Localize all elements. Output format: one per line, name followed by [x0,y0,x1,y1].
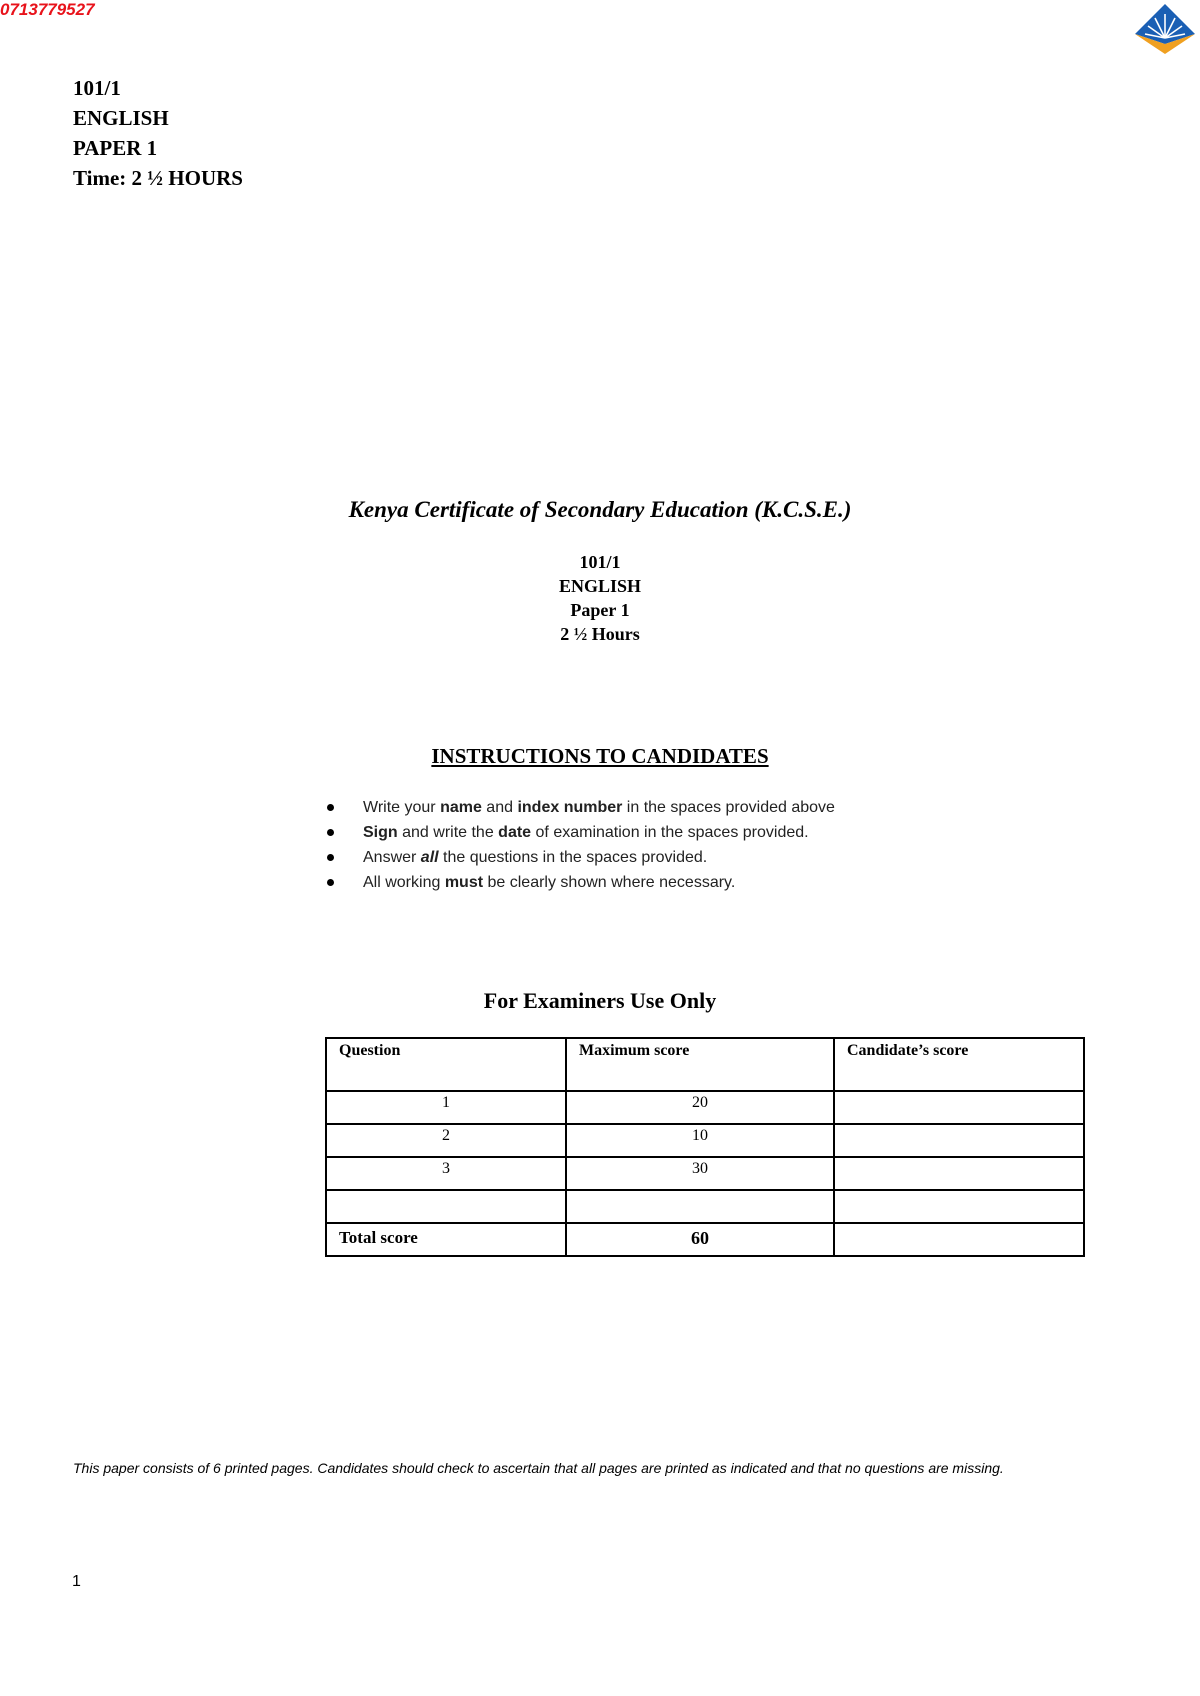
instruction-text: be clearly shown where necessary. [483,874,736,891]
paper-subject: ENGLISH [73,106,169,130]
question-cell: 1 [326,1091,566,1124]
instruction-bold: Sign [363,824,398,841]
examiners-title: For Examiners Use Only [483,988,717,1013]
table-total-row [326,1223,1084,1256]
table-row [326,1091,1084,1124]
instruction-item [323,845,835,870]
paper-time: Time: 2 ½ HOURS [73,166,243,190]
instruction-text: Answer [363,849,421,866]
instruction-text: Write your [363,799,441,816]
instruction-text: of examination in the spaces provided. [531,824,809,841]
instructions-list [323,795,835,895]
sub-subject: ENGLISH [558,576,642,596]
table-header-row [326,1038,1084,1091]
table-row [326,1190,1084,1223]
publisher-logo-icon [1133,4,1197,54]
instruction-bold: date [498,824,532,841]
candidate-score-cell[interactable] [834,1190,1084,1223]
bullet-icon [327,804,334,811]
total-max-score: 60 [566,1223,834,1256]
instruction-text: and write the [397,824,499,841]
instruction-text: in the spaces provided above [622,799,835,816]
exam-sub-block [0,550,1200,646]
sub-duration: 2 ½ Hours [560,624,640,644]
total-label: Total score [326,1223,566,1256]
max-score-cell: 30 [566,1157,834,1190]
table-row [326,1124,1084,1157]
page-number: 1 [72,1573,81,1590]
paper-number: PAPER 1 [73,136,158,160]
watermark-phone: 0713779527 [0,0,95,19]
total-candidate-score[interactable] [834,1223,1084,1256]
candidate-score-cell[interactable] [834,1157,1084,1190]
bullet-icon [327,854,334,861]
instruction-text: All working [363,874,445,891]
question-cell [326,1190,566,1223]
header-max-score: Maximum score [566,1038,834,1091]
footer-note: This paper consists of 6 printed pages. Candidates should check to ascertain that all pages are printed as indicated and that no questions are missing. [73,1460,1004,1476]
question-cell: 2 [326,1124,566,1157]
max-score-cell: 20 [566,1091,834,1124]
instruction-text: and [481,799,518,816]
instructions-heading: INSTRUCTIONS TO CANDIDATES [431,744,769,768]
header-candidate-score: Candidate’s score [834,1038,1084,1091]
question-cell: 3 [326,1157,566,1190]
bullet-icon [327,879,334,886]
max-score-cell: 10 [566,1124,834,1157]
instruction-bold: name [440,799,482,816]
examiners-score-table [325,1037,1085,1257]
instruction-item [323,870,835,895]
sub-code: 101/1 [579,552,621,572]
max-score-cell [566,1190,834,1223]
exam-title: Kenya Certificate of Secondary Education (K.C.S.E.) [348,497,852,522]
instruction-text: the questions in the spaces provided. [438,849,708,866]
instruction-item [323,820,835,845]
bullet-icon [327,829,334,836]
instruction-bold: must [444,874,484,891]
paper-code: 101/1 [73,76,121,100]
instruction-bold: index number [517,799,623,816]
instruction-bold: all [420,849,439,866]
instruction-item [323,795,835,820]
paper-header [73,73,243,193]
candidate-score-cell[interactable] [834,1124,1084,1157]
sub-paper: Paper 1 [570,600,630,620]
candidate-score-cell[interactable] [834,1091,1084,1124]
header-question: Question [326,1038,566,1091]
table-row [326,1157,1084,1190]
